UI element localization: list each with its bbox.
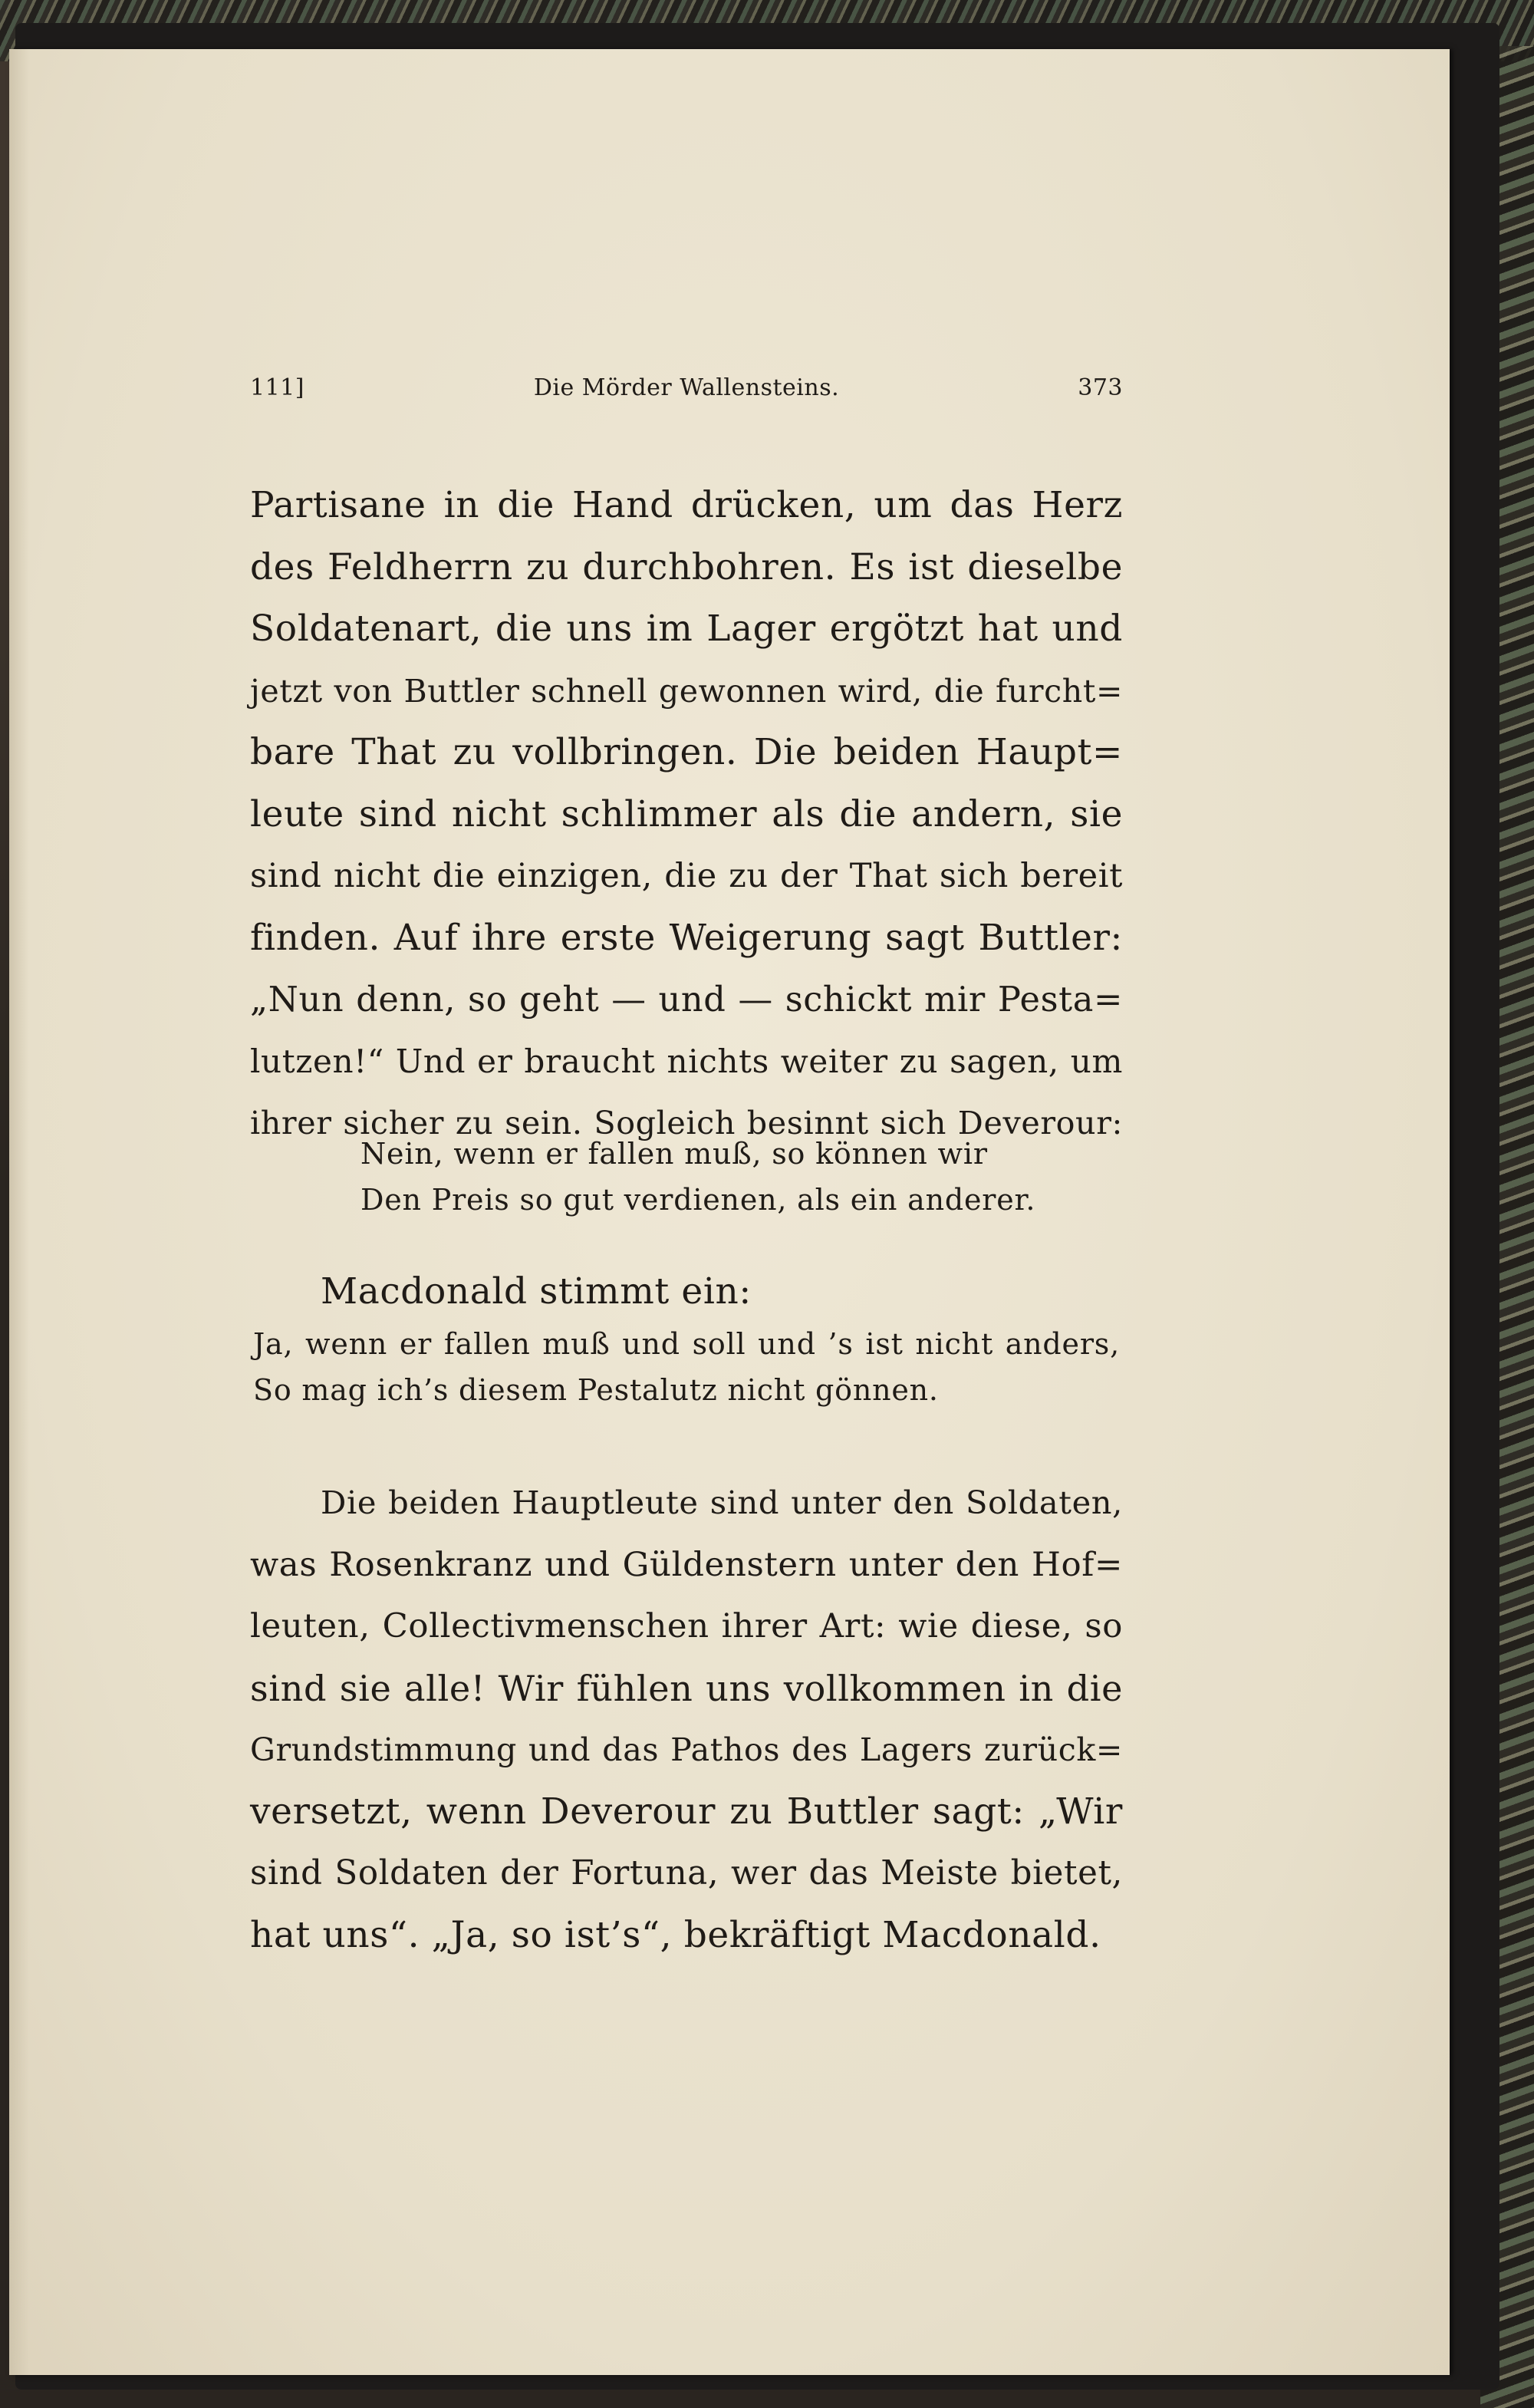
text-line: ihrer sicher zu sein. Sogleich besinnt sich Deverour: — [250, 1105, 1123, 1141]
text-line: sind nicht die einzigen, die zu der That sich bereit — [250, 857, 1123, 895]
text-line: des Feldherrn zu durchbohren. Es ist dieselbe — [250, 545, 1123, 588]
text-line: Macdonald stimmt ein: — [321, 1270, 752, 1313]
text-line: jetzt von Buttler schnell gewonnen wird, die furcht= — [250, 672, 1123, 710]
page-number: 373 — [1078, 374, 1123, 401]
text-line: „Nun denn, so geht — und — schickt mir Pesta= — [250, 979, 1123, 1020]
text-line: Die beiden Hauptleute sind unter den Soldaten, — [321, 1484, 1123, 1521]
verse-quote-2 — [253, 1321, 1120, 1413]
text-line: versetzt, wenn Deverour zu Buttler sagt: „Wir — [250, 1790, 1123, 1833]
verse-line: Ja, wenn er fallen muß und soll und ’s ist nicht anders, — [253, 1327, 1120, 1361]
paragraph-3 — [250, 1472, 1123, 1966]
paragraph-1 — [250, 475, 1123, 1155]
text-line: lutzen!“ Und er braucht nichts weiter zu sagen, um — [250, 1042, 1123, 1080]
page-gutter-shadow — [9, 49, 29, 2375]
text-line: leuten, Collectivmenschen ihrer Art: wie diese, so — [250, 1607, 1123, 1645]
text-line: sind sie alle! Wir fühlen uns vollkommen in die — [250, 1667, 1123, 1709]
paragraph-2 — [321, 1261, 1123, 1323]
text-line: bare That zu vollbringen. Die beiden Haupt= — [250, 731, 1123, 773]
book-page — [9, 49, 1450, 2375]
text-line: hat uns“. „Ja, so ist’s“, bekräftigt Macdonald. — [250, 1913, 1101, 1956]
text-line: was Rosenkranz und Güldenstern unter den Hof= — [250, 1545, 1123, 1584]
text-line: Partisane in die Hand drücken, um das Herz — [250, 484, 1123, 526]
running-title: Die Mörder Wallensteins. — [533, 374, 840, 401]
text-line: Soldatenart, die uns im Lager ergötzt hat und — [250, 608, 1123, 650]
verse-line: Nein, wenn er fallen muß, so können wir — [360, 1137, 988, 1171]
text-line: sind Soldaten der Fortuna, wer das Meiste bietet, — [250, 1854, 1123, 1892]
text-line: leute sind nicht schlimmer als die andern, sie — [250, 792, 1123, 835]
section-number: 111] — [250, 374, 304, 401]
running-head — [250, 374, 1123, 408]
verse-quote-1 — [360, 1131, 1120, 1223]
verse-line: So mag ich’s diesem Pestalutz nicht gönnen. — [253, 1373, 939, 1407]
verse-line: Den Preis so gut verdienen, als ein anderer. — [360, 1183, 1036, 1217]
text-line: Grundstimmung und das Pathos des Lagers zurück= — [250, 1731, 1123, 1768]
text-line: finden. Auf ihre erste Weigerung sagt Buttler: — [250, 916, 1123, 959]
